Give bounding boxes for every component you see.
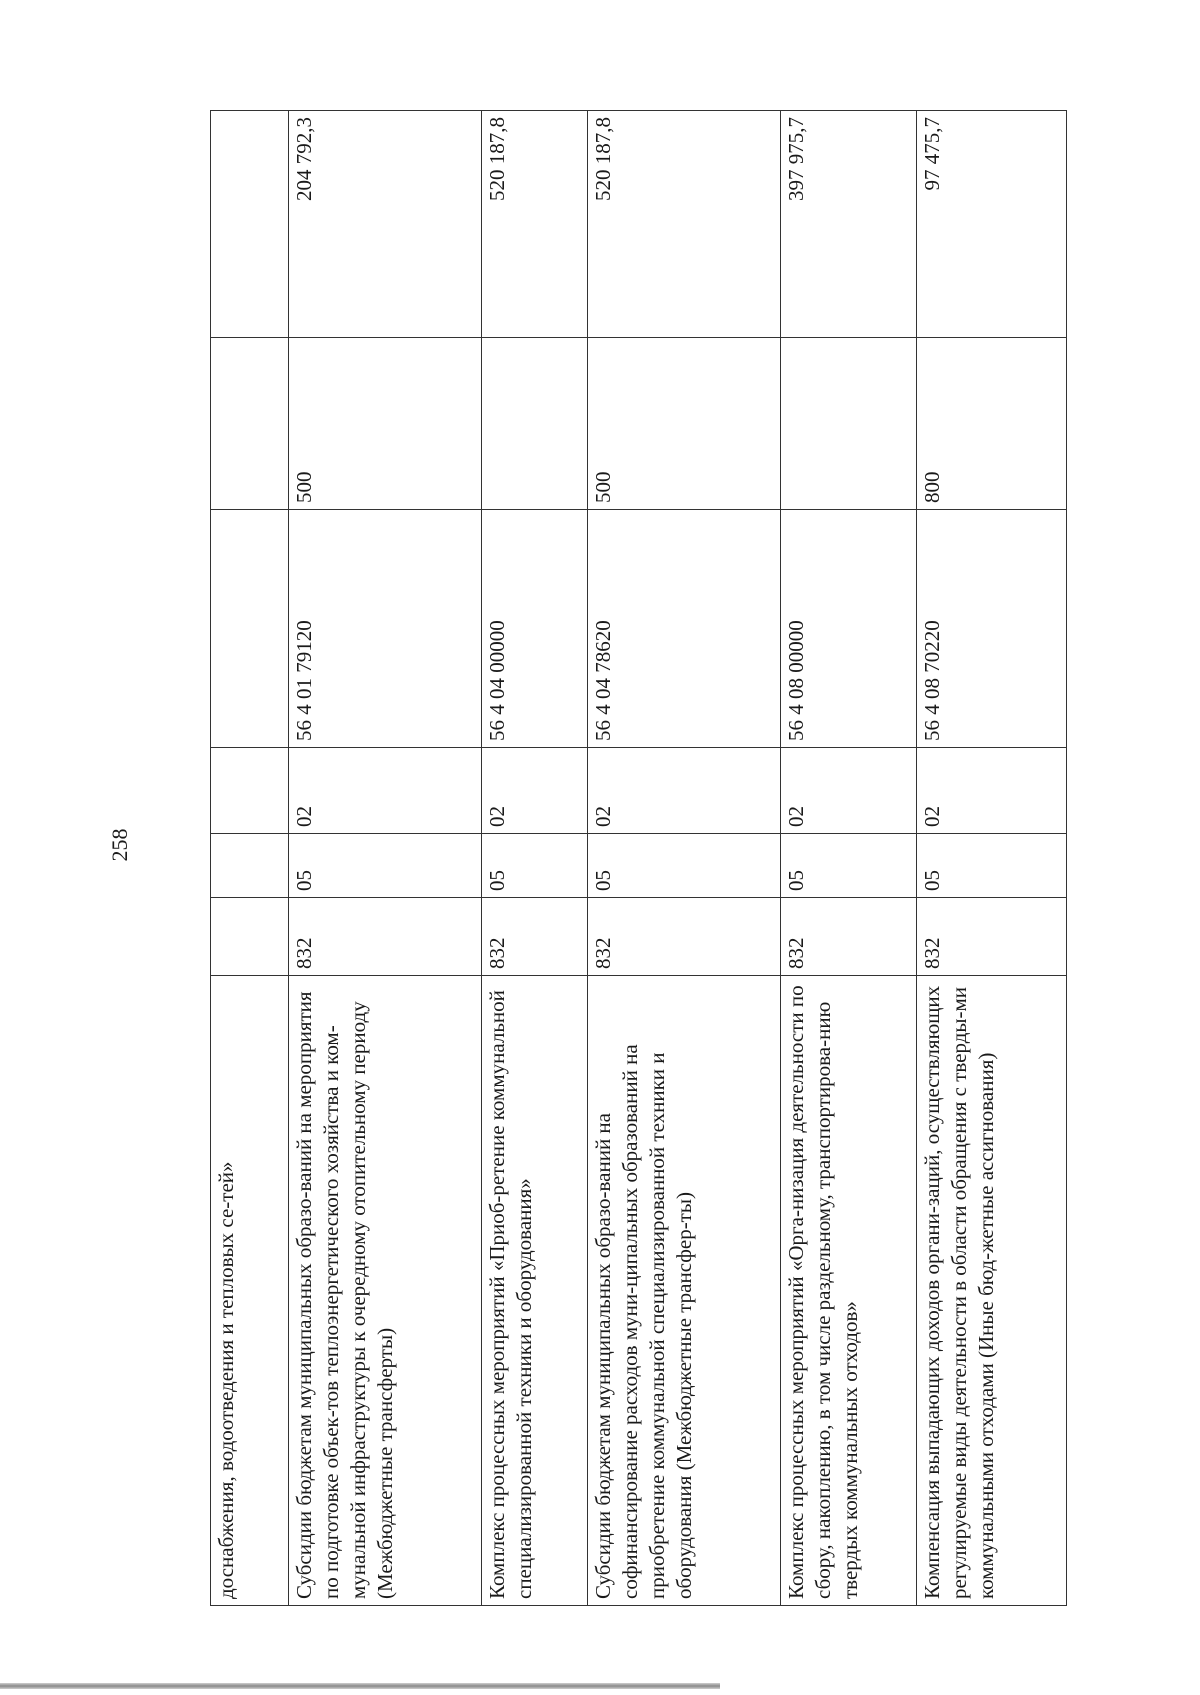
section-cell: 05 bbox=[781, 834, 917, 898]
expense-type-cell: 500 bbox=[289, 338, 482, 510]
grbs-cell: 832 bbox=[917, 898, 1067, 976]
table-row bbox=[781, 111, 917, 1606]
expense-type-cell: 800 bbox=[917, 338, 1067, 510]
row-name-cell: Компенсация выпадающих доходов органи-заций, осуществляющих регулируемые виды деятельности в области обращения с тверды-ми коммунальными отходами (Иные бюд-жетные ассигнования) bbox=[917, 976, 1067, 1606]
subsection-cell: 02 bbox=[482, 748, 588, 834]
row-name-cell: Субсидии бюджетам муниципальных образо-ваний на софинансирование расходов муни-ципальных образований на приобретение коммунальной специализированной техники и оборудования (Межбюджетные трансфер-ты) bbox=[588, 976, 781, 1606]
target-article-cell: 56 4 01 79120 bbox=[289, 510, 482, 748]
table-row bbox=[917, 111, 1067, 1606]
budget-table bbox=[210, 110, 1067, 1606]
subsection-cell: 02 bbox=[917, 748, 1067, 834]
target-article-cell: 56 4 04 00000 bbox=[482, 510, 588, 748]
section-cell: 05 bbox=[588, 834, 781, 898]
expense-type-cell bbox=[211, 338, 289, 510]
scan-edge-line bbox=[0, 1683, 720, 1689]
target-article-cell: 56 4 04 78620 bbox=[588, 510, 781, 748]
amount-cell: 397 975,7 bbox=[781, 111, 917, 338]
section-cell: 05 bbox=[482, 834, 588, 898]
row-name-cell: Комплекс процессных мероприятий «Приоб-ретение коммунальной специализированной техники и оборудования» bbox=[482, 976, 588, 1606]
grbs-cell: 832 bbox=[588, 898, 781, 976]
target-article-cell bbox=[211, 510, 289, 748]
subsection-cell: 02 bbox=[781, 748, 917, 834]
row-name-cell: доснабжения, водоотведения и тепловых се-тей» bbox=[211, 976, 289, 1606]
row-name-cell: Субсидии бюджетам муниципальных образо-ваний на мероприятия по подготовке объек-тов теплоэнергетического хозяйства и ком-мунальной инфраструктуры к очередному отопительному периоду (Межбюджетные трансферты) bbox=[289, 976, 482, 1606]
rotated-table-inner bbox=[210, 111, 1200, 1606]
expense-type-cell: 500 bbox=[588, 338, 781, 510]
amount-cell: 97 475,7 bbox=[917, 111, 1067, 338]
section-cell: 05 bbox=[289, 834, 482, 898]
grbs-cell bbox=[211, 898, 289, 976]
subsection-cell: 02 bbox=[588, 748, 781, 834]
amount-cell bbox=[211, 111, 289, 338]
grbs-cell: 832 bbox=[482, 898, 588, 976]
section-cell: 05 bbox=[917, 834, 1067, 898]
row-name-cell: Комплекс процессных мероприятий «Орга-низация деятельности по сбору, накоплению, в том числе раздельному, транспортирова-нию твердых коммунальных отходов» bbox=[781, 976, 917, 1606]
amount-cell: 520 187,8 bbox=[588, 111, 781, 338]
page-number: 258 bbox=[107, 828, 132, 862]
amount-cell: 520 187,8 bbox=[482, 111, 588, 338]
section-cell bbox=[211, 834, 289, 898]
subsection-cell: 02 bbox=[289, 748, 482, 834]
table-row bbox=[482, 111, 588, 1606]
target-article-cell: 56 4 08 00000 bbox=[781, 510, 917, 748]
grbs-cell: 832 bbox=[781, 898, 917, 976]
table-row bbox=[588, 111, 781, 1606]
table-row bbox=[211, 111, 289, 1606]
rotated-table-frame bbox=[210, 111, 1200, 1606]
subsection-cell bbox=[211, 748, 289, 834]
amount-cell: 204 792,3 bbox=[289, 111, 482, 338]
expense-type-cell bbox=[482, 338, 588, 510]
expense-type-cell bbox=[781, 338, 917, 510]
table-row bbox=[289, 111, 482, 1606]
grbs-cell: 832 bbox=[289, 898, 482, 976]
target-article-cell: 56 4 08 70220 bbox=[917, 510, 1067, 748]
